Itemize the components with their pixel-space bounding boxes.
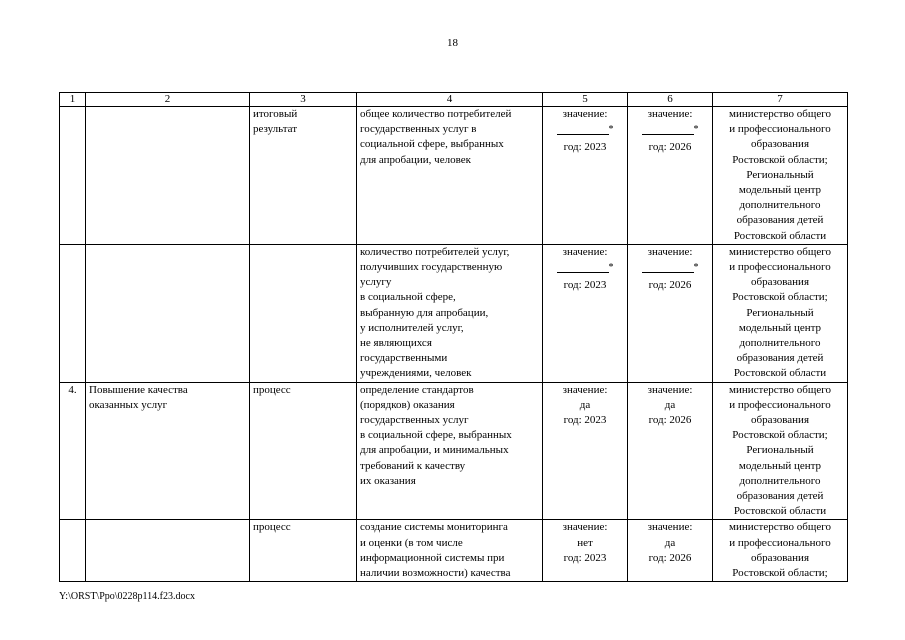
indicator-type-cell [250,244,357,382]
header-cell: 5 [543,93,628,107]
text-line: образования [750,276,810,289]
text-line: государственными [360,352,448,365]
value-2026-cell [628,382,713,520]
task-cell [86,520,250,582]
text-line: модельный центр [738,459,822,472]
text-line: учреждениями, человек [360,367,472,380]
value-text: да [579,398,591,411]
text-line: образования [750,414,810,427]
blank-underline [557,124,609,135]
value-2023-cell [543,107,628,245]
value-2026-cell [628,244,713,382]
text-line: министерство общего [729,383,831,396]
task-cell [86,107,250,245]
text-line: Ростовской области; [732,429,828,442]
value-blank [631,122,709,140]
indicator-type-cell [250,107,357,245]
task-cell [86,382,250,520]
text-line: и профессионального [729,398,831,411]
value-label: значение: [562,245,608,258]
text-line: и профессионального [729,536,831,549]
text-line: выбранную для апробации, [360,306,489,319]
text-line: министерство общего [729,521,831,534]
value-year: год: 2026 [648,414,692,427]
document-file-path: Y:\ORST\Ppo\0228p114.f23.docx [59,591,195,602]
value-label: значение: [647,245,693,258]
task-cell [86,244,250,382]
indicator-cell [357,382,543,520]
text-line: общее количество потребителей [360,108,512,120]
text-line: процесс [253,383,291,396]
text-line: Региональный [746,168,814,181]
responsible-cell [713,382,848,520]
text-line: наличии возможности) качества [360,567,511,580]
text-line: государственных услуг в [360,123,477,136]
text-line: (порядков) оказания [360,398,455,411]
footnote-star: * [693,124,699,136]
responsible-cell [713,520,848,582]
text-line: министерство общего [729,108,831,120]
indicator-type-cell [250,382,357,520]
text-line: итоговый [253,108,298,120]
text-line: Ростовской области; [732,153,828,166]
value-year: год: 2026 [648,141,692,154]
header-cell: 1 [60,93,86,107]
table-row [60,107,848,245]
text-line: Ростовской области [733,505,827,518]
text-line: не являющихся [360,337,432,350]
value-blank [546,122,624,140]
text-line: модельный центр [738,184,822,197]
value-year: год: 2026 [648,551,692,564]
text-line: процесс [253,521,291,534]
indicator-cell [357,107,543,245]
text-line: получивших государственную [360,261,503,274]
text-line: образования [750,138,810,151]
indicator-cell [357,520,543,582]
text-line: министерство общего [729,245,831,258]
text-line: определение стандартов [360,383,474,396]
text-line: модельный центр [738,321,822,334]
value-label: значение: [562,108,608,120]
text-line: образования детей [736,214,824,227]
row-number-cell [60,107,86,245]
text-line: и оценки (в том числе [360,536,463,549]
text-line: создание системы мониторинга [360,521,508,534]
value-2026-cell [628,520,713,582]
header-cell: 6 [628,93,713,107]
text-line: дополнительного [739,474,821,487]
value-label: значение: [562,521,608,534]
value-year: год: 2026 [648,279,692,292]
row-number-cell [60,244,86,382]
text-line: требований к качеству [360,459,466,472]
text-line: количество потребителей услуг, [360,245,510,258]
value-year: год: 2023 [563,141,607,154]
text-line: социальной сфере, выбранных [360,138,504,151]
text-line: дополнительного [739,199,821,212]
text-line: Ростовской области [733,367,827,380]
text-line: услугу [360,276,392,289]
header-cell: 2 [86,93,250,107]
table-header-row [60,93,848,107]
text-line: Ростовской области; [732,567,828,580]
value-2023-cell [543,382,628,520]
text-line: для апробации, человек [360,153,471,166]
text-line: их оказания [360,474,416,487]
text-line: Ростовской области; [732,291,828,304]
value-text: нет [577,536,593,549]
text-line: дополнительного [739,337,821,350]
text-line: Повышение качества [89,383,188,396]
text-line: образования [750,551,810,564]
indicators-table [59,92,848,582]
row-number-cell [60,382,86,520]
footnote-star: * [693,262,699,274]
value-2023-cell [543,244,628,382]
text-line: Региональный [746,306,814,319]
header-cell: 7 [713,93,848,107]
value-blank [546,260,624,278]
text-line: Региональный [746,444,814,457]
text-line: государственных услуг [360,414,469,427]
header-cell: 3 [250,93,357,107]
text-line: оказанных услуг [89,398,168,411]
page-number: 18 [447,37,458,49]
value-2023-cell [543,520,628,582]
value-label: значение: [647,383,693,396]
text-line: и профессионального [729,261,831,274]
value-year: год: 2023 [563,414,607,427]
value-text: да [664,536,676,549]
text-line: в социальной сфере, [360,291,456,304]
value-2026-cell [628,107,713,245]
text-line: для апробации, и минимальных [360,444,509,457]
text-line: в социальной сфере, выбранных [360,429,512,442]
value-year: год: 2023 [563,279,607,292]
footnote-star: * [608,262,614,274]
table-row [60,520,848,582]
row-number-cell [60,520,86,582]
blank-underline [642,124,694,135]
value-label: значение: [647,108,693,120]
table-row [60,244,848,382]
value-label: значение: [562,383,608,396]
indicator-type-cell [250,520,357,582]
text-line: у исполнителей услуг, [360,321,464,334]
value-label: значение: [647,521,693,534]
responsible-cell [713,107,848,245]
value-blank [631,260,709,278]
text-line: информационной системы при [360,551,505,564]
indicator-cell [357,244,543,382]
blank-underline [642,262,694,273]
text-line: и профессионального [729,123,831,136]
row-number: 4. [68,383,77,396]
text-line: Ростовской области [733,229,827,242]
header-cell: 4 [357,93,543,107]
blank-underline [557,262,609,273]
value-year: год: 2023 [563,551,607,564]
table-row [60,382,848,520]
footnote-star: * [608,124,614,136]
value-text: да [664,398,676,411]
text-line: образования детей [736,490,824,503]
text-line: образования детей [736,352,824,365]
responsible-cell [713,244,848,382]
text-line: результат [253,123,298,136]
